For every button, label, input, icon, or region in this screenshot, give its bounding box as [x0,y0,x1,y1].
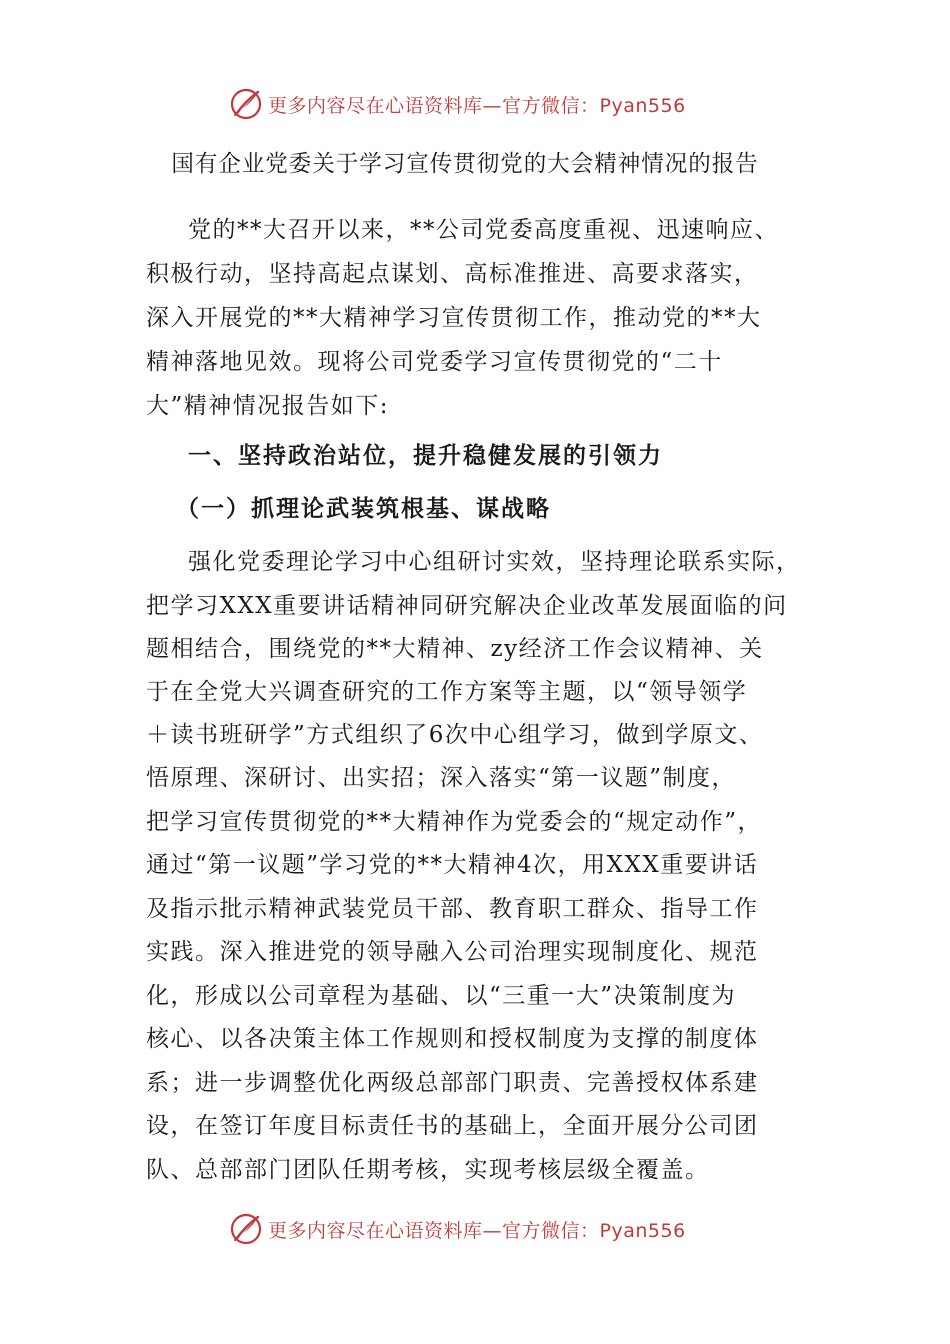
body-line: 通过“第一议题”学习党的**大精神4次，用XXX重要讲话 [146,852,759,878]
watermark-banner-bottom [0,1209,950,1249]
body-line: 核心、以各决策主体工作规则和授权制度为支撑的制度体 [146,1026,759,1052]
page-title: 国有企业党委关于学习宣传贯彻党的大会精神情况的报告 [171,151,759,177]
body-line: 队、总部部门团队任期考核，实现考核层级全覆盖。 [146,1157,710,1183]
body-line: 强化党委理论学习中心组研讨实效，坚持理论联系实际， [188,549,801,575]
body-line: 把学习XXX重要讲话精神同研究解决企业改革发展面临的问 [146,593,788,619]
section-heading: 一、坚持政治站位，提升稳健发展的引领力 [188,443,663,469]
body-line: 系；进一步调整优化两级总部部门职责、完善授权体系建 [146,1070,759,1096]
body-line: 于在全党大兴调查研究的工作方案等主题，以“领导领学 [146,679,748,705]
intro-line: 大”精神情况报告如下: [146,393,390,419]
intro-line: 党的**大召开以来，**公司党委高度重视、迅速响应、 [188,217,779,243]
body-line: 实践。深入推进党的领导融入公司治理实现制度化、规范 [146,939,759,965]
body-line: 题相结合，围绕党的**大精神、zy经济工作会议精神、关 [146,636,764,662]
body-line: ＋读书班研学”方式组织了6次中心组学习，做到学原文、 [146,722,764,748]
quill-pen-logo-icon [228,86,264,122]
body-line: 把学习宣传贯彻党的**大精神作为党委会的“规定动作”， [146,809,763,835]
watermark-banner-top [0,84,950,124]
intro-line: 精神落地见效。现将公司党委学习宣传贯彻党的“二十 [146,349,723,375]
body-line: 悟原理、深研讨、出实招；深入落实“第一议题”制度， [146,765,737,791]
quill-pen-logo-icon [228,1211,264,1247]
subsection-heading: （一）抓理论武装筑根基、谋战略 [176,496,551,522]
body-line: 设，在签订年度目标责任书的基础上，全面开展分公司团 [146,1113,759,1139]
intro-line: 积极行动，坚持高起点谋划、高标准推进、高要求落实， [146,261,759,287]
watermark-text: 更多内容尽在心语资料库—官方微信：Pyan556 [268,94,686,117]
body-line: 化，形成以公司章程为基础、以“三重一大”决策制度为 [146,983,737,1009]
watermark-text: 更多内容尽在心语资料库—官方微信：Pyan556 [268,1219,686,1242]
body-line: 及指示批示精神武装党员干部、教育职工群众、指导工作 [146,896,759,922]
intro-line: 深入开展党的**大精神学习宣传贯彻工作，推动党的**大 [146,305,762,331]
